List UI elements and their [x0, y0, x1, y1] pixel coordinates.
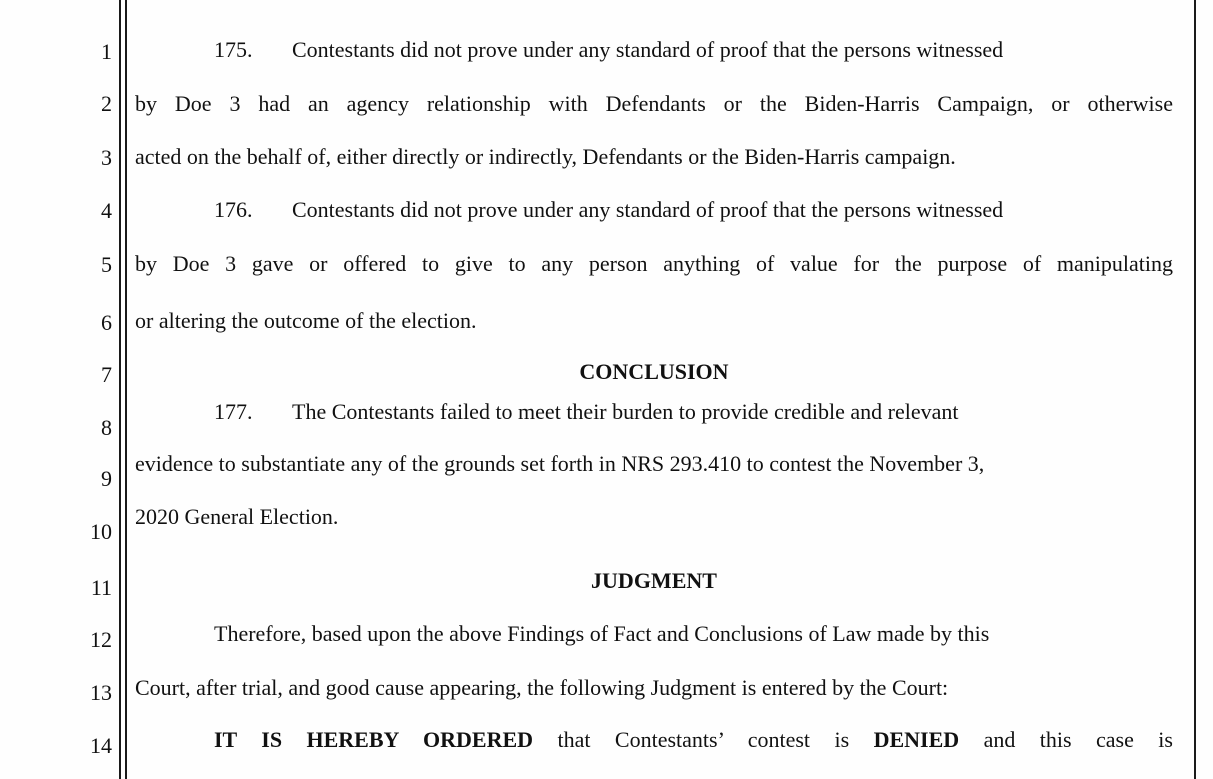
- paragraph-177-line-2: evidence to substantiate any of the grounds set forth in NRS 293.410 to contest the November 3,: [135, 451, 985, 476]
- margin-rule-right: [1194, 0, 1196, 779]
- paragraph-177-line-3: 2020 General Election.: [135, 504, 339, 529]
- line-number: 2: [101, 91, 112, 116]
- line-number: 1: [101, 39, 112, 64]
- paragraph-175-line-2: by Doe 3 had an agency relationship with Defendants or the Biden-Harris Campaign, or otherwise: [135, 91, 1173, 116]
- line-number: 7: [101, 362, 112, 387]
- paragraph-176-line-2: by Doe 3 gave or offered to give to any person anything of value for the purpose of manipulating: [135, 251, 1173, 276]
- line-number: 13: [90, 680, 112, 705]
- line-number: 5: [101, 252, 112, 277]
- margin-rule-left-inner: [125, 0, 127, 779]
- paragraph-text: Contestants did not prove under any standard of proof that the persons witnessed: [292, 37, 1004, 62]
- judgment-text-end: and this case is: [959, 727, 1173, 752]
- paragraph-175-line-1: [214, 36, 1173, 64]
- judgment-text: that Contestants’ contest is: [533, 727, 874, 752]
- paragraph-number: 177.: [214, 399, 253, 424]
- paragraph-177-line-1: [214, 398, 1173, 426]
- paragraph-176-line-3: or altering the outcome of the election.: [135, 308, 477, 333]
- line-number: 6: [101, 310, 112, 335]
- line-number: 3: [101, 145, 112, 170]
- line-number: 8: [101, 415, 112, 440]
- line-number: 11: [90, 575, 112, 600]
- line-number: 4: [101, 198, 112, 223]
- margin-rule-left-outer: [119, 0, 121, 779]
- line-number: 14: [90, 733, 112, 758]
- line-number: 10: [90, 519, 112, 544]
- paragraph-number: 175.: [214, 37, 253, 62]
- judgment-line-1: Therefore, based upon the above Findings of Fact and Conclusions of Law made by this: [214, 621, 990, 646]
- judgment-heading: JUDGMENT: [591, 568, 717, 593]
- judgment-line-3: [214, 726, 1173, 754]
- ordered-clause: IT IS HEREBY ORDERED: [214, 727, 534, 752]
- judgment-line-2: Court, after trial, and good cause appearing, the following Judgment is entered by the Court:: [135, 675, 949, 700]
- paragraph-text: Contestants did not prove under any standard of proof that the persons witnessed: [292, 197, 1004, 222]
- line-number: 12: [90, 627, 112, 652]
- denied-word: DENIED: [873, 727, 960, 752]
- paragraph-175-line-3: acted on the behalf of, either directly or indirectly, Defendants or the Biden-Harris campaign.: [135, 144, 956, 169]
- line-number: 9: [101, 466, 112, 491]
- paragraph-text: The Contestants failed to meet their burden to provide credible and relevant: [292, 399, 959, 424]
- conclusion-heading: CONCLUSION: [579, 359, 729, 384]
- paragraph-176-line-1: [214, 196, 1173, 224]
- paragraph-number: 176.: [214, 197, 253, 222]
